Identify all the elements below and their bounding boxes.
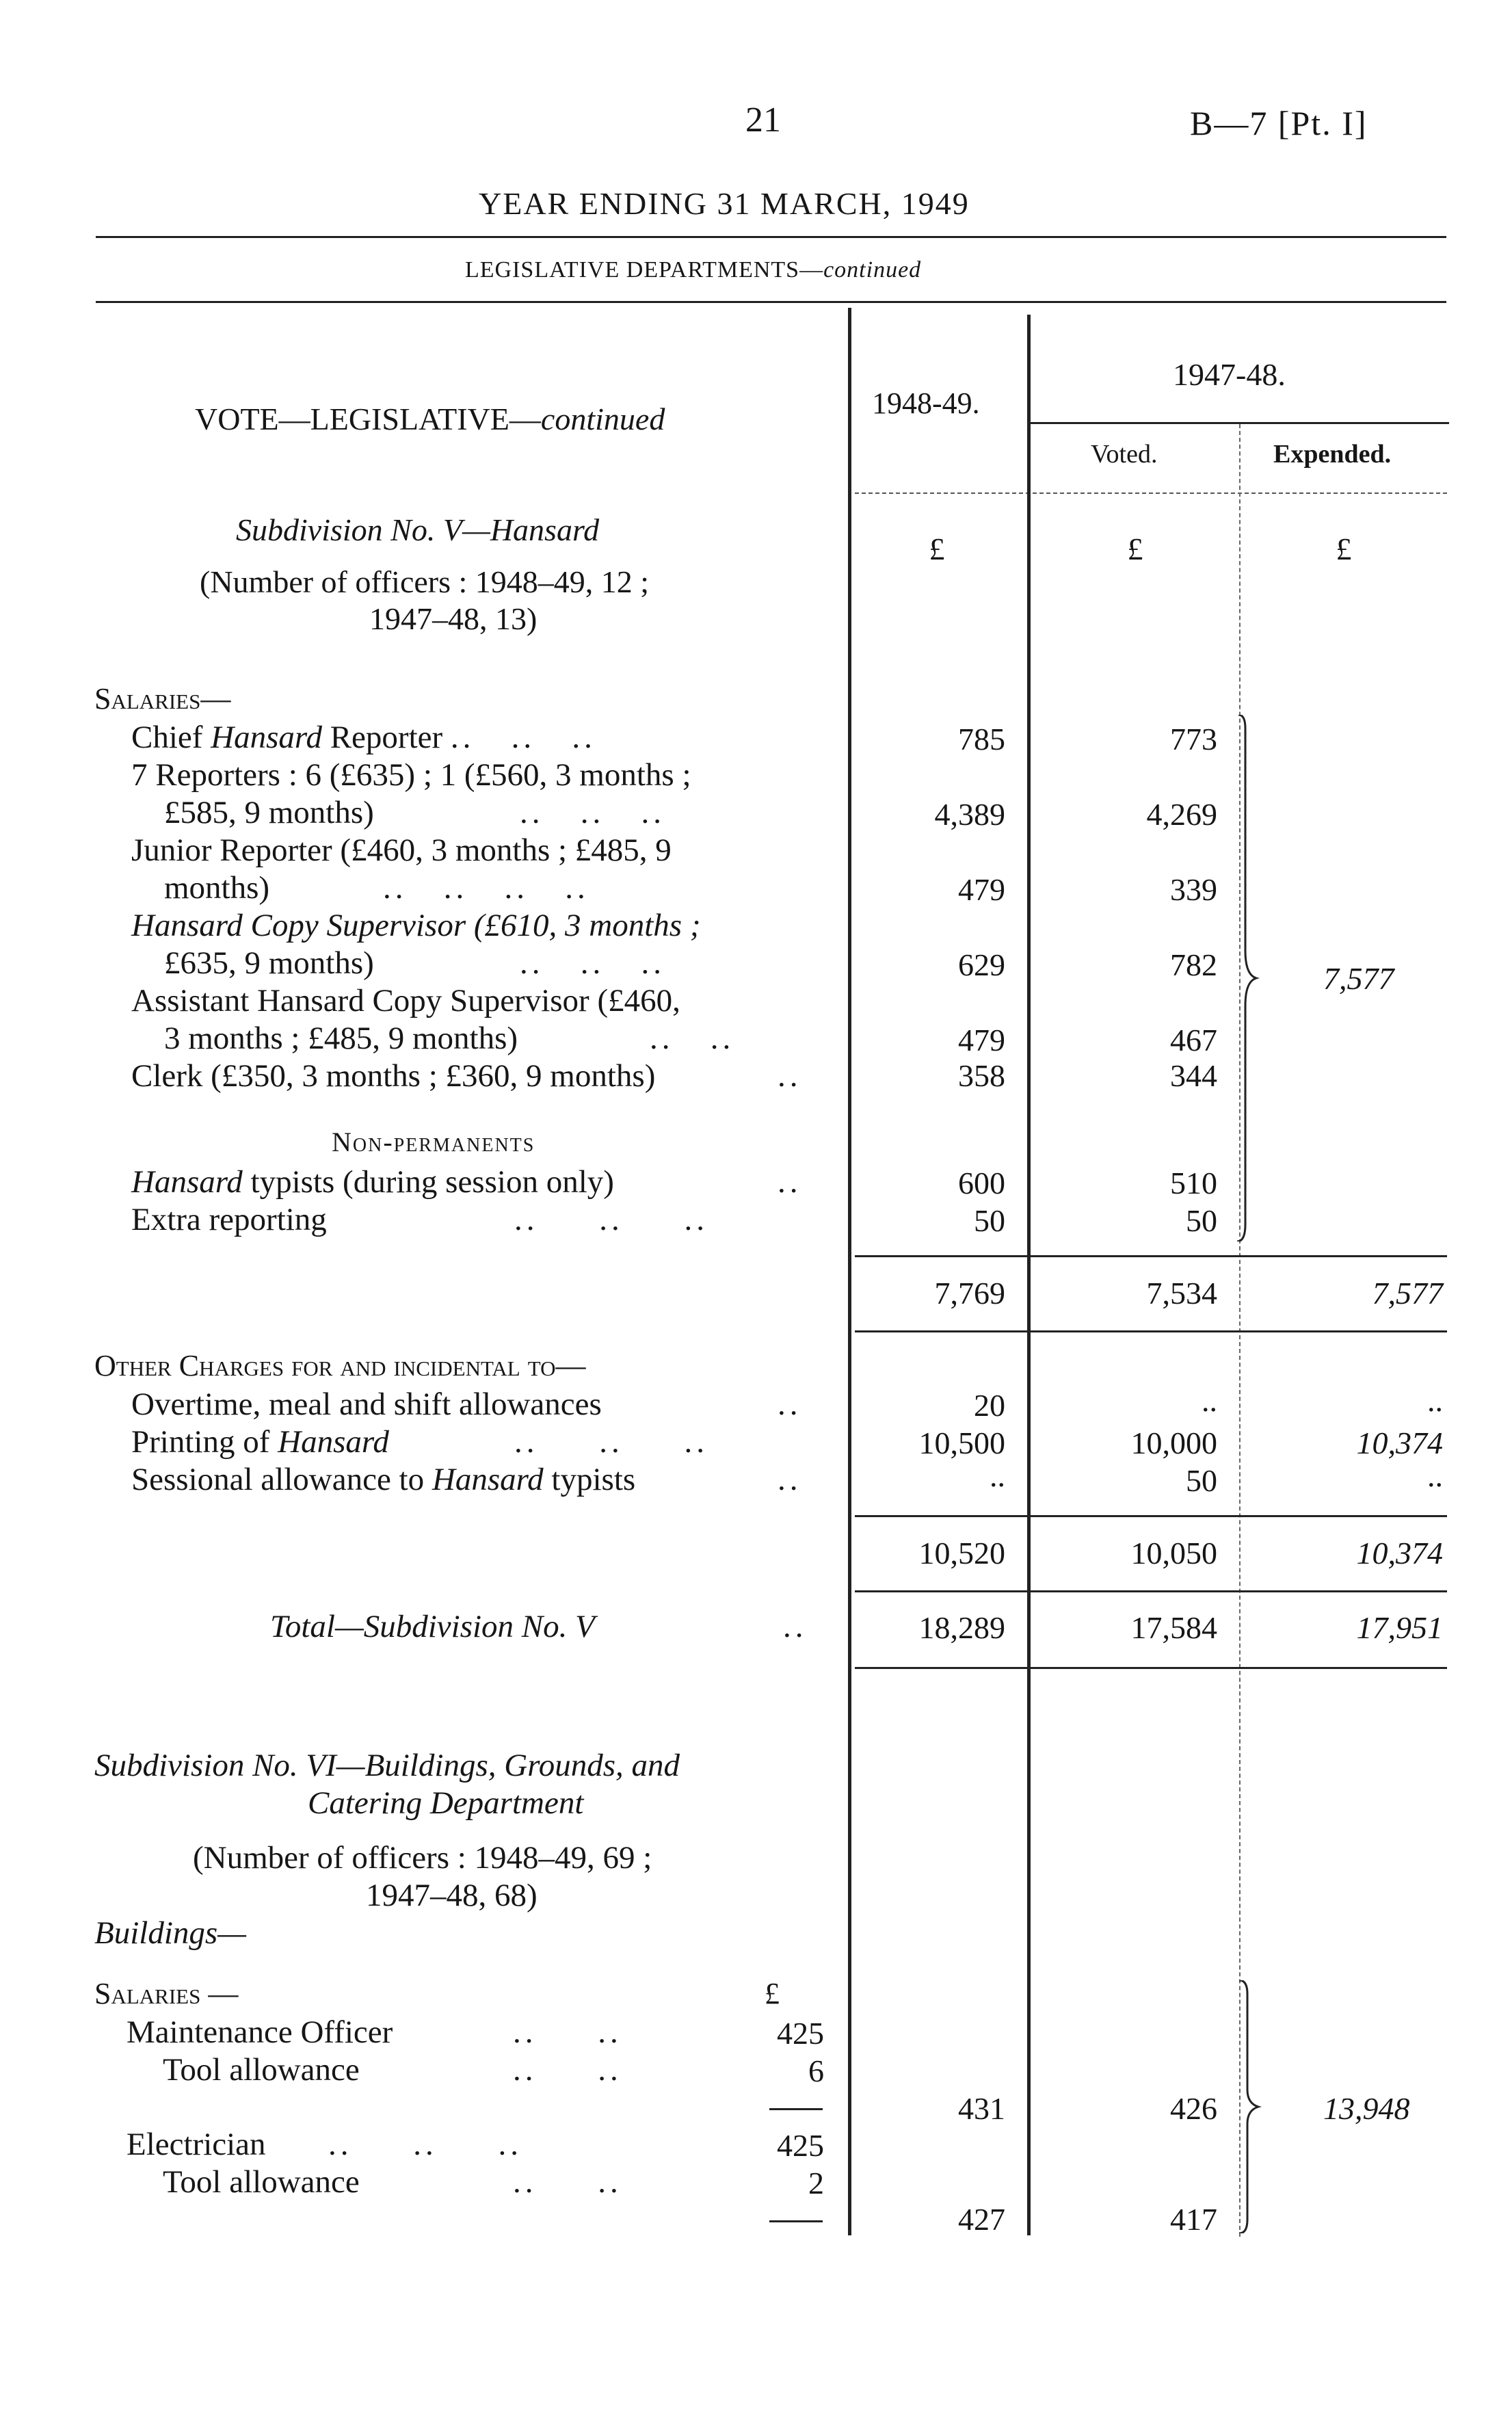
row-sessional: Sessional allowance to Hansard typists .. <box>131 1462 802 1497</box>
row-asst-supervisor-line1: Assistant Hansard Copy Supervisor (£460, <box>131 983 680 1019</box>
column-expended: Expended. <box>1273 440 1392 469</box>
row-asst-supervisor-line2-text: 3 months ; £485, 9 months) <box>164 1021 518 1056</box>
subtitle-continued: continued <box>823 257 922 282</box>
row-junior-line2: months) .. .. .. .. <box>164 870 589 906</box>
maintenance-total-voted: 426 <box>1170 2091 1217 2126</box>
subdivision-vi-title-2: Catering Department <box>308 1785 584 1821</box>
row-reporters-line2-text: £585, 9 months) <box>164 795 374 830</box>
rule-top-1 <box>96 236 1446 238</box>
value-1949: 20 <box>974 1388 1005 1423</box>
currency-expended: £ <box>1336 531 1352 566</box>
value-expended: .. <box>1427 1458 1443 1493</box>
row-tool-allowance-2: Tool allowance .. .. <box>163 2164 622 2200</box>
column-voted: Voted. <box>1091 440 1158 469</box>
grand-total-voted: 17,584 <box>1130 1610 1217 1645</box>
electrician-total-1949: 427 <box>958 2202 1005 2237</box>
rule-other-total-bottom <box>855 1590 1447 1592</box>
grand-total-1949: 18,289 <box>918 1610 1005 1645</box>
column-rule-2 <box>1027 315 1031 2235</box>
value-1949: 629 <box>958 947 1005 982</box>
maintenance-officer-amount: 425 <box>777 2016 824 2051</box>
electrician-amount: 425 <box>777 2128 824 2163</box>
row-junior-line2-text: months) <box>164 870 270 906</box>
rule-other-total-top <box>855 1515 1447 1517</box>
value-voted: 339 <box>1170 872 1217 907</box>
value-expended: 10,374 <box>1356 1425 1443 1460</box>
subdivision-v-officers-2: 1947–48, 13) <box>369 601 538 636</box>
total-expended: 7,577 <box>1372 1276 1443 1311</box>
row-printing: Printing of Hansard .. .. .. <box>131 1424 708 1460</box>
page-number: 21 <box>745 101 781 140</box>
row-junior-line1: Junior Reporter (£460, 3 months ; £485, 9 <box>131 832 672 868</box>
page-subtitle <box>465 259 921 282</box>
currency-1948-49: £ <box>929 531 945 566</box>
value-1949: 358 <box>958 1058 1005 1093</box>
value-1949: 479 <box>958 1023 1005 1057</box>
subdivision-vi-officers-1: (Number of officers : 1948–49, 69 ; <box>193 1840 652 1876</box>
total-voted: 7,534 <box>1146 1276 1217 1311</box>
grand-total-label-text: Total—Subdivision No. V <box>270 1609 595 1644</box>
row-copy-supervisor-line2: £635, 9 months) .. .. .. <box>164 945 665 981</box>
maintenance-total-1949: 431 <box>958 2091 1005 2126</box>
value-1949: 479 <box>958 872 1005 907</box>
buildings-brace <box>1236 1980 1264 2233</box>
value-voted: 510 <box>1170 1166 1217 1200</box>
column-1948-49: 1948-49. <box>872 386 980 420</box>
row-asst-supervisor-line2: 3 months ; £485, 9 months) .. .. <box>164 1021 735 1056</box>
page-reference: B—7 [Pt. I] <box>1190 104 1368 142</box>
grand-total-expended: 17,951 <box>1356 1610 1443 1645</box>
row-hansard-typists: Hansard typists (during session only) .. <box>131 1164 802 1200</box>
row-reporters-line1: 7 Reporters : 6 (£635) ; 1 (£560, 3 months ; <box>131 757 691 793</box>
buildings-expended: 13,948 <box>1323 2091 1410 2126</box>
tool-allowance-1-amount: 6 <box>808 2053 824 2088</box>
currency-voted: £ <box>1127 531 1143 566</box>
row-overtime-text: Overtime, meal and shift allowances <box>131 1387 602 1422</box>
rule-subtotal-1 <box>769 2108 823 2110</box>
electrician-label: Electrician <box>127 2127 266 2162</box>
row-maintenance-officer: Maintenance Officer .. .. <box>127 2014 622 2050</box>
salaries-heading: Salaries— <box>94 682 231 715</box>
rule-header-bottom <box>855 492 1447 494</box>
value-voted: 50 <box>1186 1463 1217 1498</box>
tool-allowance-1-label: Tool allowance <box>163 2052 360 2088</box>
rule-salaries-total-bottom <box>855 1330 1447 1332</box>
vote-heading <box>195 404 665 435</box>
vote-heading-main: VOTE—LEGISLATIVE— <box>195 402 541 436</box>
subdivision-vi-title-1: Subdivision No. VI—Buildings, Grounds, and <box>94 1748 680 1783</box>
value-1949: .. <box>990 1458 1005 1493</box>
row-reporters-line2: £585, 9 months) .. .. .. <box>164 795 665 830</box>
rule-salaries-total-top <box>855 1255 1447 1257</box>
value-voted: .. <box>1202 1383 1217 1418</box>
other-charges-heading: Other Charges for and incidental to— <box>94 1349 586 1382</box>
total-voted: 10,050 <box>1130 1536 1217 1571</box>
maintenance-officer-label: Maintenance Officer <box>127 2014 393 2050</box>
vote-heading-continued: continued <box>540 402 665 436</box>
salaries-brace <box>1234 715 1262 1241</box>
value-voted: 773 <box>1170 722 1217 757</box>
row-clerk: Clerk (£350, 3 months ; £360, 9 months) .. <box>131 1058 802 1094</box>
total-1949: 7,769 <box>934 1276 1005 1311</box>
vi-salaries-heading: Salaries — <box>94 1977 239 2010</box>
row-chief-reporter: Chief Hansard Reporter .. .. .. <box>131 720 596 755</box>
electrician-total-voted: 417 <box>1170 2202 1217 2237</box>
tool-allowance-2-label: Tool allowance <box>163 2164 360 2200</box>
row-electrician: Electrician .. .. .. <box>127 2127 522 2162</box>
page-title: YEAR ENDING 31 MARCH, 1949 <box>479 186 970 221</box>
column-1947-48: 1947-48. <box>1173 357 1286 392</box>
column-rule-1 <box>848 308 851 2235</box>
value-voted: 467 <box>1170 1023 1217 1057</box>
rule-grand-total-bottom <box>855 1667 1447 1669</box>
subdivision-v-title: Subdivision No. V—Hansard <box>236 512 600 547</box>
row-tool-allowance-1: Tool allowance .. .. <box>163 2052 622 2088</box>
subtitle-main: LEGISLATIVE DEPARTMENTS— <box>465 257 824 282</box>
value-voted: 344 <box>1170 1058 1217 1093</box>
row-clerk-text: Clerk (£350, 3 months ; £360, 9 months) <box>131 1058 656 1094</box>
total-1949: 10,520 <box>918 1536 1005 1571</box>
value-1949: 50 <box>974 1203 1005 1238</box>
rule-subtotal-2 <box>769 2220 823 2222</box>
row-extra-reporting-text: Extra reporting <box>131 1202 327 1237</box>
value-voted: 50 <box>1186 1203 1217 1238</box>
value-voted: 10,000 <box>1130 1425 1217 1460</box>
value-voted: 4,269 <box>1146 797 1217 832</box>
row-extra-reporting: Extra reporting .. .. .. <box>131 1202 708 1237</box>
total-expended: 10,374 <box>1356 1536 1443 1571</box>
vi-currency: £ <box>765 1977 780 2010</box>
nonpermanents-heading: Non-permanents <box>332 1127 535 1157</box>
value-expended: .. <box>1427 1383 1443 1418</box>
value-1949: 4,389 <box>934 797 1005 832</box>
value-1949: 10,500 <box>918 1425 1005 1460</box>
value-voted: 782 <box>1170 947 1217 982</box>
subdivision-vi-officers-2: 1947–48, 68) <box>366 1878 538 1913</box>
subdivision-v-officers-1: (Number of officers : 1948–49, 12 ; <box>200 564 650 599</box>
row-overtime: Overtime, meal and shift allowances .. <box>131 1387 802 1422</box>
row-copy-supervisor-line2-text: £635, 9 months) <box>164 945 374 981</box>
value-1949: 785 <box>958 722 1005 757</box>
value-1949: 600 <box>958 1166 1005 1200</box>
rule-top-2 <box>96 301 1446 303</box>
salaries-expended: 7,577 <box>1323 961 1394 996</box>
grand-total-label: Total—Subdivision No. V .. <box>270 1609 808 1644</box>
tool-allowance-2-amount: 2 <box>808 2166 824 2200</box>
row-copy-supervisor-line1: Hansard Copy Supervisor (£610, 3 months ; <box>131 908 701 943</box>
buildings-heading: Buildings— <box>94 1915 246 1951</box>
